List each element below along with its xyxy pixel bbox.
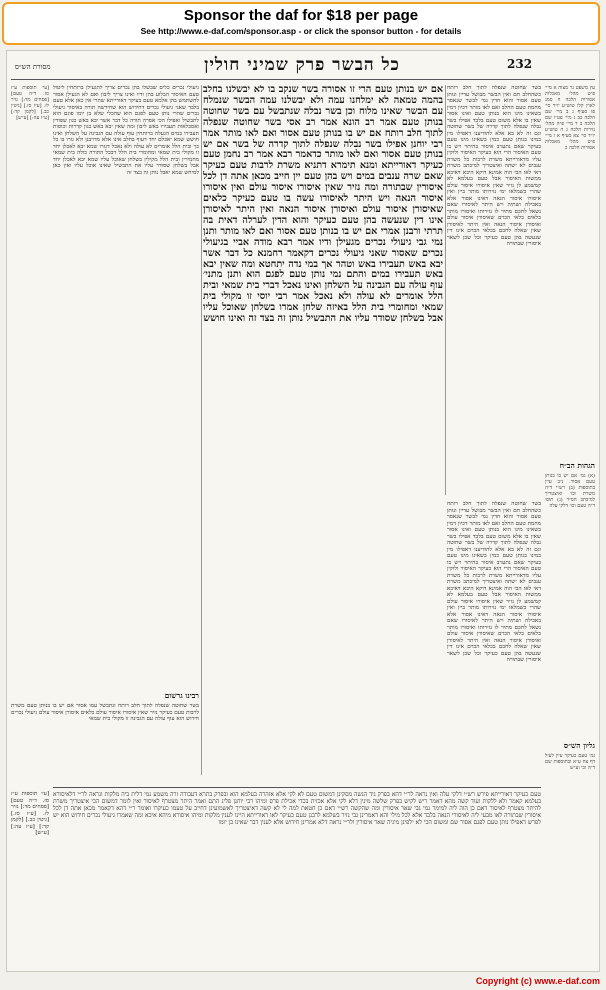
rabbenu-gershom-column <box>11 703 199 783</box>
rashi-column <box>447 85 541 495</box>
column-divider-right <box>445 85 446 495</box>
rashi-text: בשר שחוטה שנפלה לתוך חלב רותח כשהחלב חם ואין הבשר מבושל עדיין ונותן טעם אסור והוא הדין נמי לבשר שנאסר מחמת טעם החלב ואם לאו מותר דכיון דמין בשאינו מינו הוא בנותן טעם ואינו אסור שאין בו אלא משום טעם בלבד אפילו בשר נבלה שנפלה לתוך קדרה של בשר שחוטה וגם זה לא בא אלא להודיענו דאפילו מין במינו בנותן טעם כמין בשאינו מינו טעם כעיקר שאם נתערב איסור בהיתר ויש בו טעם האיסור הרי הוא כעיקר האיסור ולוקין עליו מדאורייתא משרת לרבות כל משרת ענבים לא ישתה ואיצטריך למיכתב משרת דאי לאו הכי הוה אמינא דוקא היכא דאיכא ממשות האיסור אבל טעם בעלמא לא קמשמע לן נזיר שאין איסורו איסור עולם שהרי כשמלאו ימי נזירותו מותר ביין ואין איסורו איסור הנאה דאינו אסור אלא באכילה ושתיה ויש היתר לאיסורו שאם נשאל לחכם מתיר לו נזירותו ואיסורו מותר כלאים כלאי הכרם שאיסורן איסור עולם ואיסורן איסור הנאה ואין היתר לאיסורן שאין שאלה לחכם בכלאי הכרם אינו דין שנעשה בהן טעם כעיקר וכל שכן לשאר איסורין שבתורה <box>447 85 541 247</box>
rabbenu-gershom-text: בשר שחוטה שנפלה לתוך חלב רותח ונתבשל עמו אסור אם יש בו בנותן טעם משרת לרבות טעם כעיקר נזיר שאין איסורו איסור עולם כלאים איסורן איסור עולם גיעולי נכרים חידוש הוא עוף עולה עם הגבינה זו מקולי בית שמאי <box>11 703 199 722</box>
rashi-continuation-column <box>447 501 541 781</box>
hagahot-text: (א) גמ׳ אם יש בו בנותן טעם אסור. נ״ב עיין בתוספות (ב) רש״י ד״ה משרת וכו׳ ואיצטריך למיכתב הס״ד (ג) תוס׳ ד״ה טעם וכו׳ דלקי עלה <box>545 473 595 509</box>
talmud-page <box>6 50 600 972</box>
page-header <box>7 55 600 77</box>
copyright-notice: Copyright (c) www.e-daf.com <box>475 976 600 986</box>
tosafot-side-column <box>53 85 199 685</box>
column-divider-left <box>201 85 202 775</box>
mesorat-hashas-title: מסורת הש״ס <box>15 63 51 71</box>
hagahot-label: הגהות הב״ח <box>559 461 595 470</box>
tosafot-side-text: גיעולי נכרים כלים שבשלו בהן נכרים צריך להגעילן ברותחין ליטול טעם האיסור הבלוע בהן ודיו ואינו צריך ליבון ואם לא הגעילן אסור להשתמש בהן אלמא טעם כעיקר דאורייתא שהרי אין כאן אלא טעם בלבד שאני גיעולי נכרים דחידוש הוא שחידשה תורה באיסור גיעולי נכרים שהרי נותן טעם לפגם הוא שהכלי שלא בן יומו פוגם הוא לתבשיל ואפילו הכי אסרה תורה כל דבר אשר יבא באש כגון שפודין ואסכלאות תעבירו באש ליבון ומה שאין יבא באש כגון קדרות וכוסות תעבירו במים הגעלה ברותחין עוף עולה עם הגבינה על השלחן ואינו חושש שמא יאכלם יחד דעוף בחלב אינו אלא מדרבנן ולא גזרו בו כל כך ובית הלל אומרים לא עולה ולא נאכל דגזרו שמא יבא לאכלן יחד זו מקולי בית שמאי ומחומרי בית הלל דבכל התורה כולה בית שמאי מחמירין ובית הלל מקילין בשלחן שאוכל עליו שמא יבא לאכלן יחד אבל בשלחן שסודר עליו את התבשיל שאינו אוכל עליו ואין כאן למיחש שמא יאכל נותן זה בצד זה <box>53 85 199 176</box>
sponsor-title[interactable]: Sponsor the daf for $18 per page <box>183 7 419 24</box>
gilyon-label: גליון הש״ס <box>563 741 595 750</box>
sponsor-banner[interactable] <box>2 2 600 45</box>
gilyon-column <box>545 753 595 933</box>
page-number: 232 <box>507 57 533 71</box>
bottom-commentary-rule <box>53 787 541 788</box>
gilyon-text: גמ׳ טעם כעיקר עיין לעיל דף צח ע״א ובתוספות שם ד״ה וכי וע״ש <box>545 753 595 771</box>
ein-mishpat-column <box>545 85 595 455</box>
rabbenu-gershom-label: רבינו גרשום <box>164 691 199 700</box>
running-title: כל הבשר פרק שמיני חולין <box>204 55 400 75</box>
tosafot-bottom-text: טעם כעיקר דאורייתא פירש רש״י דלקי עלה ואין נראה לר״י דהא בפרק גיד הנשה מסקינן דמשום טעם לא לקי אלא אזהרה בעלמא הוא ובפרק בתרא דעבודה זרה משמע נמי דלית ביה מלקות ונראה לר״י דלאיסורא בעלמא קאמר ולא ללקות ועוד קשה מהא דאמר ריש לקיש בפרק שלשה מינין דלא לקי אלא אכזית בכדי אכילת פרס ומיהו רבי יוחנן פליג התם ואמר היתר מצטרף לאיסור ואין לומר דמשום הכי איצטריך משרת להיתר מצטרף לאיסור דאם כן הוה ליה למימר נמי גבי שאר איסורין ומה שהקשה רש״י דאם כן חטאת למה לי לא קשה דאיצטריך לאשמועינן דחייב על טעמו כעיקרו ואומר ר״י דהא דקאמר מכאן אתה דן לכל איסורין שבתורה לאו מבעי ליה לאיסורי הנאה בלבד אלא לכל מילי והא דאמרינן גבי נזיר בשלמא לרבנן טעם כעיקר לאו דאורייתא היינו לענין מלקות ומיהו איסורא מיהא איכא ומה שאמרו גיעולי נכרים חידוש הוא יש לפרש דאפילו נותן טעם לפגם אסור שם ומשום הכי לא ילפינן מיניה שאר איסורין ולר״י נראה דלא אמרינן חידוש אלא לענין דבר שאינו בן יומו <box>53 791 541 826</box>
hagahot-column <box>545 473 595 623</box>
bottom-left-margin-text: [עי׳ תוספות ע״ז סז. ד״ה טעם] [פסחים מד:] נזיר לז. [ע״ז סז.] [גיטין כב.] [לקמן קד:] [ע״ז עה:] [ע״ש] <box>11 791 49 836</box>
gemara-text: אם יש בנותן טעם הרי זו אסורה בשר שנקב בו לא יבשלנו בחלב בהמה טמאה לא ימלחנו עמה ולא יבשלנו עמה הבשר שנמלח עם הבשר שאינו מלוח וכן בשר נבלה שנתבשל עם בשר שחוטה בנותן טעם אמר רב הונא אמר רב אסי בשר שחוטה שנפלה לתוך חלב רותח אם יש בו בנותן טעם אסור ואם לאו מותר אמר רבי יוחנן אפילו בשר נבלה שנפלה לתוך קדרה של בשר אם יש בנותן טעם אסור ואם לאו מותר כדאמר רבא אמר רב נחמן טעם כעיקר דאורייתא ומנא תימרא דתניא משרת לרבות טעם כעיקר שאם שרה ענבים במים ויש בהן טעם יין חייב מכאן אתה דן לכל איסורין שבתורה ומה נזיר שאין איסורו איסור עולם ואין איסורו איסור הנאה ויש היתר לאיסורו עשה בו טעם כעיקר כלאים שאיסורן איסור עולם ואיסורן איסור הנאה ואין היתר לאיסורן אינו דין שנעשה בהן טעם כעיקר והוא הדין לערלה דאית בה תרתי ורבנן אמרי אם יש בו בנותן טעם אסור ואם לאו מותר ותנן נמי גבי גיעולי נכרים מגעילן ודיו אמר רבא מודה אביי בגיעולי נכרים שאסור שאני גיעולי נכרים דקאמר רחמנא כל דבר אשר יבא באש תעבירו באש וטהר אך במי נדה יתחטא ומה שאין יבא באש תעבירו במים והתם נמי נותן טעם לפגם הוא ותנן מתני׳ עוף עולה עם הגבינה על השלחן ואינו נאכל דברי בית שמאי ובית הלל אומרים לא עולה ולא נאכל אמר רבי יוסי זו מקולי בית שמאי ומחומרי בית הלל באיזה שלחן אמרו בשלחן שאוכל עליו אבל בשלחן שסודר עליו את התבשיל נותן זה בצד זה ואינו חושש <box>203 85 443 325</box>
tosafot-bottom-column <box>53 791 541 967</box>
mesorat-hashas-column <box>11 85 49 455</box>
mesorat-hashas-text: [עי׳ תוספות ע״ז סז. ד״ה טעם] [פסחים מד:] נזיר לז. [ע״ז סז.] [גיטין כב.] [לקמן קד:] [ע״ז עה:] [ע״ש] <box>11 85 49 121</box>
ein-mishpat-text: עין משפט נר מצוה א מיי׳ פ״ט מהל׳ מאכלות אסורות הלכה ח סמג לאוין קלז טוש״ע יו״ד סי׳ פז סעיף ג ב מיי׳ שם הלכה כב ג מיי׳ פט״ו שם הלכה ב ד מיי׳ פ״ה מהל׳ נזירות הלכה ג ה טוש״ע יו״ד סי׳ צא סעיף א ו מיי׳ פ״ט מהל׳ מאכלות אסורות הלכה כ <box>545 85 595 151</box>
bottom-left-margin <box>11 791 49 967</box>
sponsor-details-link[interactable]: See http://www.e-daf.com/sponsor.asp - or click the sponsor button - for details <box>140 26 462 36</box>
gemara-column <box>203 85 443 775</box>
rashi-continuation-text: בשר שחוטה שנפלה לתוך חלב רותח כשהחלב חם ואין הבשר מבושל עדיין ונותן טעם אסור והוא הדין נמי לבשר שנאסר מחמת טעם החלב ואם לאו מותר דכיון דמין בשאינו מינו הוא בנותן טעם ואינו אסור שאין בו אלא משום טעם בלבד אפילו בשר נבלה שנפלה לתוך קדרה של בשר שחוטה וגם זה לא בא אלא להודיענו דאפילו מין במינו בנותן טעם כמין בשאינו מינו טעם כעיקר שאם נתערב איסור בהיתר ויש בו טעם האיסור הרי הוא כעיקר האיסור ולוקין עליו מדאורייתא משרת לרבות כל משרת ענבים לא ישתה ואיצטריך למיכתב משרת דאי לאו הכי הוה אמינא דוקא היכא דאיכא ממשות האיסור אבל טעם בעלמא לא קמשמע לן נזיר שאין איסורו איסור עולם שהרי כשמלאו ימי נזירותו מותר ביין ואין איסורו איסור הנאה דאינו אסור אלא באכילה ושתיה ויש היתר לאיסורו שאם נשאל לחכם מתיר לו נזירותו ואיסורו מותר כלאים כלאי הכרם שאיסורן איסור עולם ואיסורן איסור הנאה ואין היתר לאיסורן שאין שאלה לחכם בכלאי הכרם אינו דין שנעשה בהן טעם כעיקר וכל שכן לשאר איסורין שבתורה <box>447 501 541 663</box>
header-rule <box>11 79 595 80</box>
